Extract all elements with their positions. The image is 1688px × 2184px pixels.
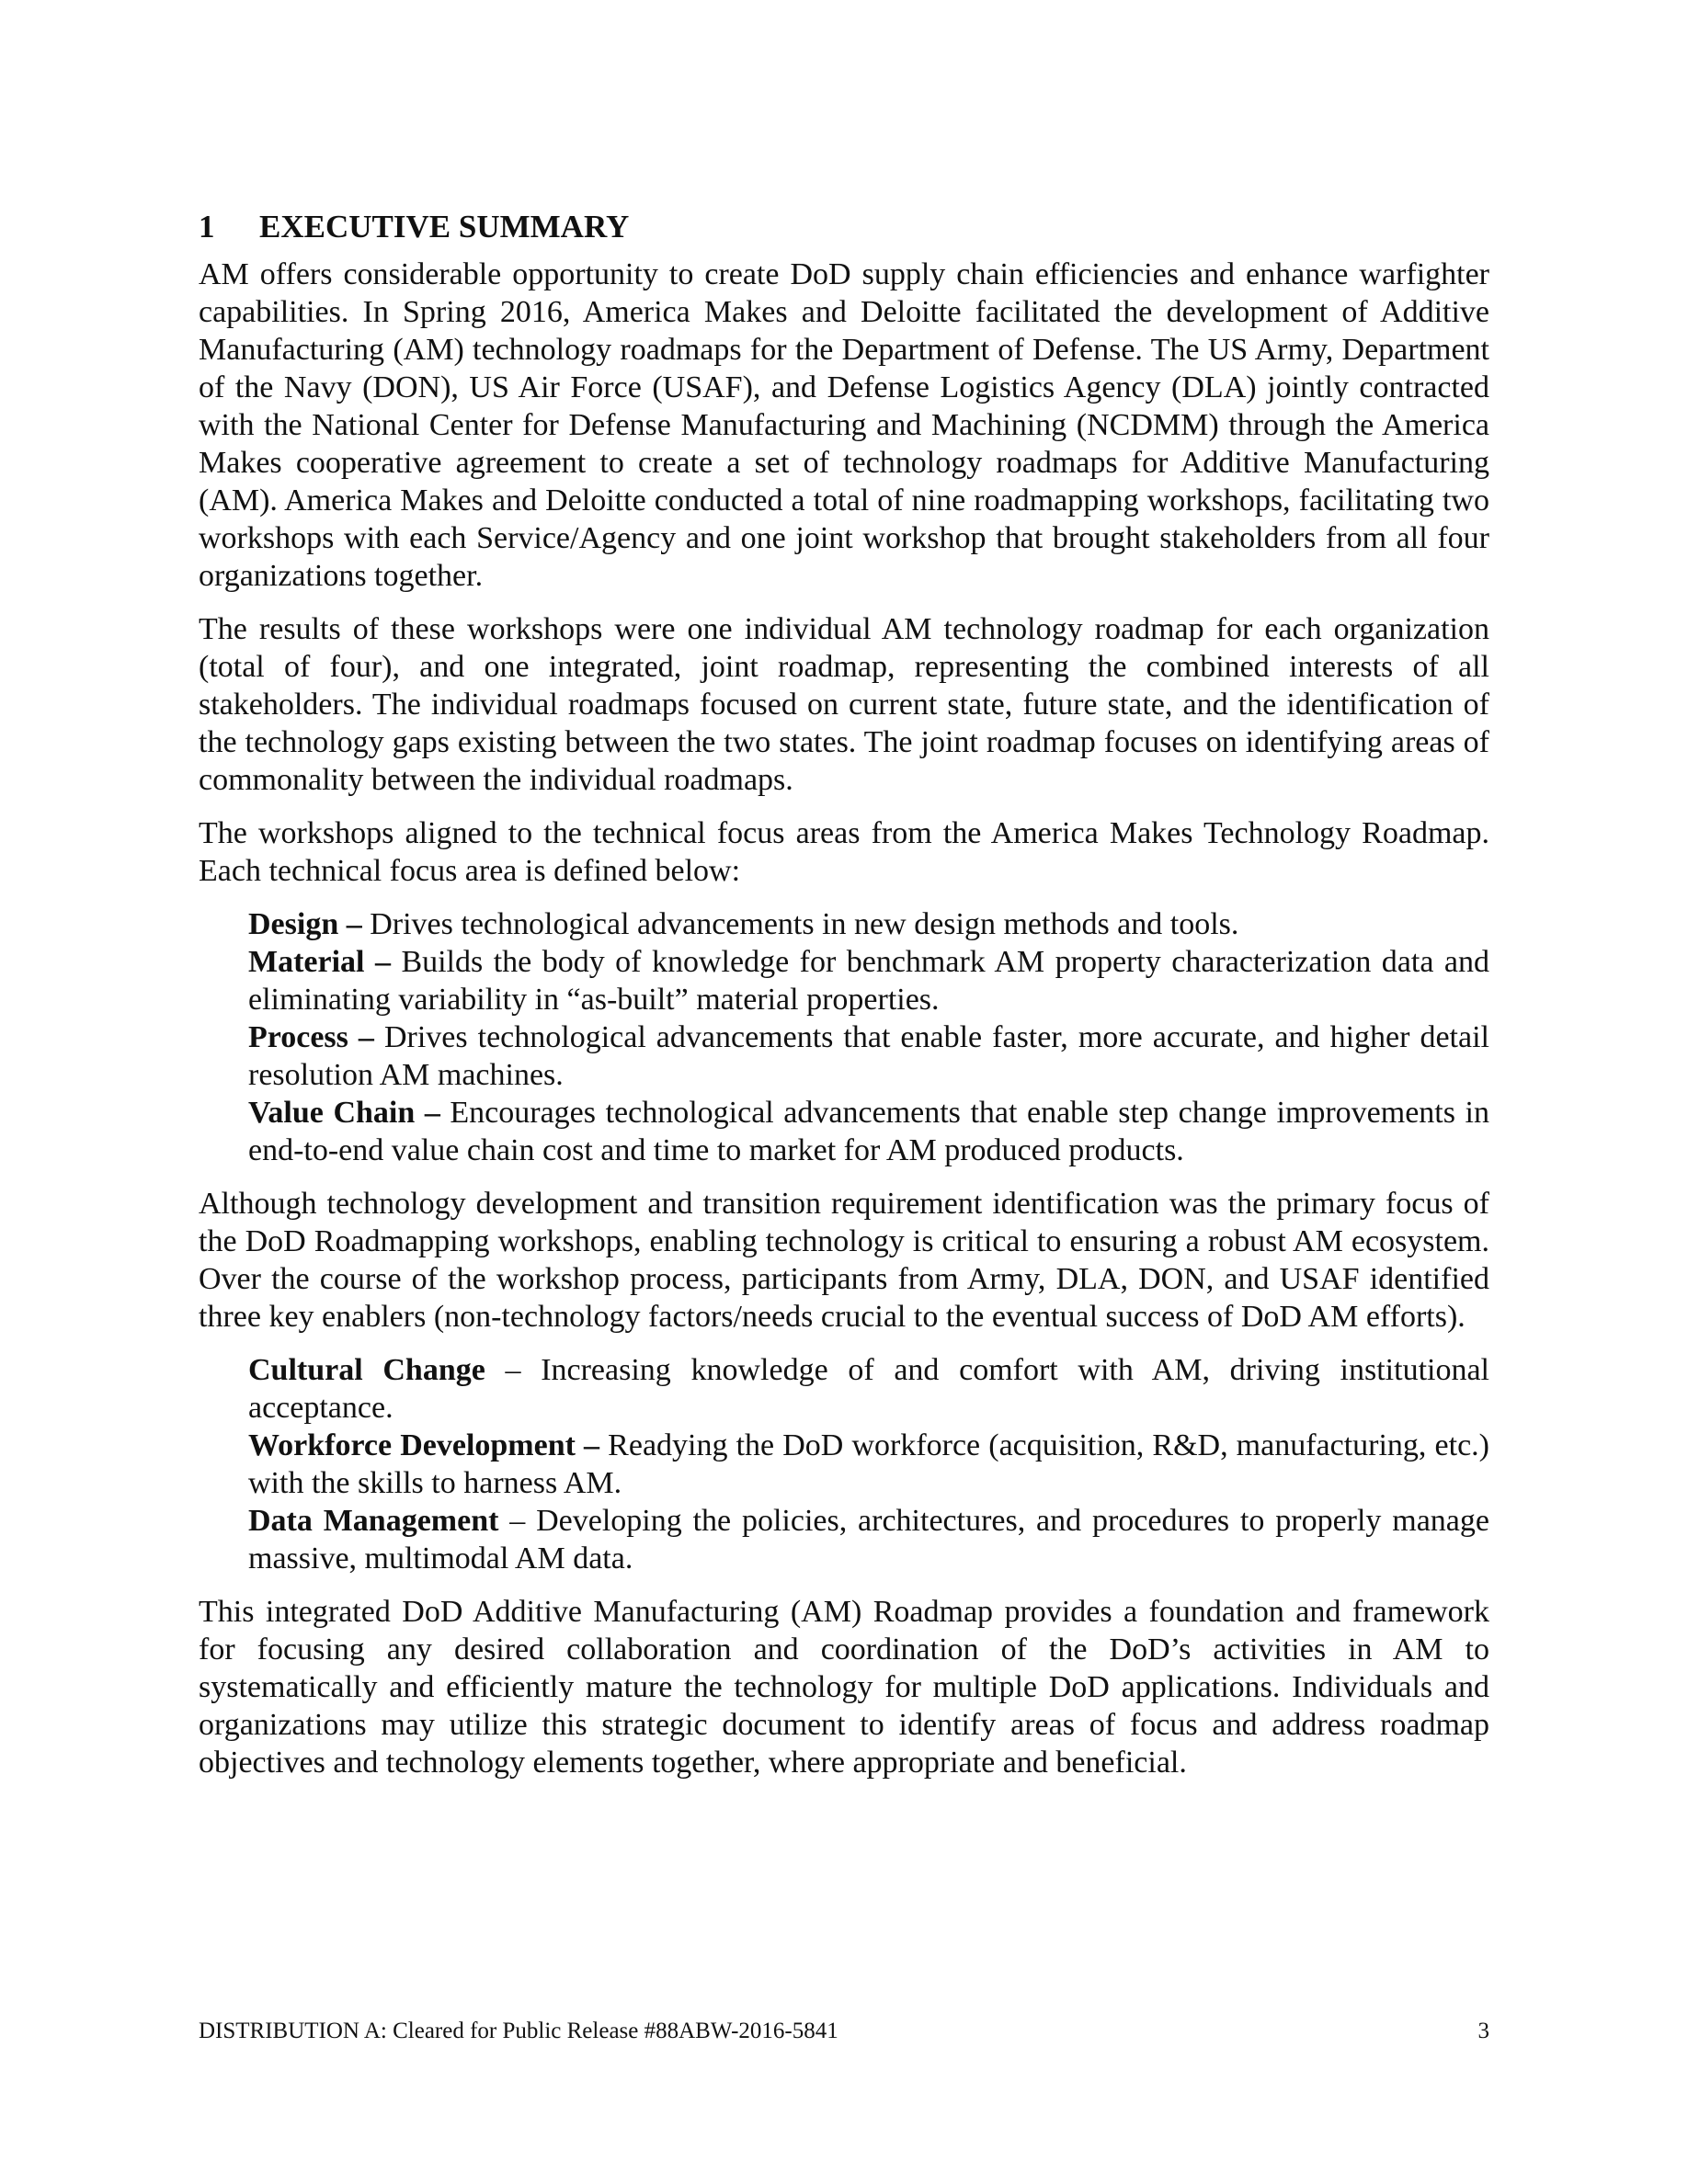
page-footer (199, 2018, 1489, 2045)
focus-area-term: Process – (248, 1020, 374, 1054)
page-content (199, 204, 1489, 1797)
section-number: 1 (199, 209, 215, 245)
focus-area-term: Design – (248, 907, 362, 941)
enabler-definition: – Developing the policies, architectures, and procedures to properly manage massive, multimodal AM data. (248, 1504, 1489, 1575)
paragraph-results: The results of these workshops were one individual AM technology roadmap for each organization (total of four), and one integrated, joint roadmap, representing the combined interests of all stakeholders. The individual roadmaps focused on current state, future state, and the identification of the technology gaps existing between the two states. The joint roadmap focuses on identifying areas of commonality between the individual roadmaps. (199, 612, 1489, 797)
page-number: 3 (1477, 2019, 1489, 2043)
paragraph-conclusion: This integrated DoD Additive Manufacturing (AM) Roadmap provides a foundation and framework for focusing any desired collaboration and coordination of the DoD’s activities in AM to systematically and efficiently mature the technology for multiple DoD applications. Individuals and organizations may utilize this strategic document to identify areas of focus and address roadmap objectives and technology elements together, where appropriate and beneficial. (199, 1595, 1489, 1780)
enabler-data-management (248, 1502, 1489, 1577)
enabler-definition: – Increasing knowledge of and comfort with AM, driving institutional acceptance. (248, 1353, 1489, 1425)
focus-area-definition: Builds the body of knowledge for benchmark AM property characterization data and eliminating variability in “as-built” material properties. (248, 945, 1489, 1017)
focus-area-definition: Encourages technological advancements that enable step change improvements in end-to-end value chain cost and time to market for AM produced products. (248, 1096, 1490, 1167)
paragraph-enablers-intro: Although technology development and transition requirement identification was the primary focus of the DoD Roadmapping workshops, enabling technology is critical to ensuring a robust AM ecosystem. Over the course of the workshop process, participants from Army, DLA, DON, and USAF identified three key enablers (non-technology factors/needs crucial to the eventual success of DoD AM efforts). (199, 1187, 1489, 1334)
section-title: EXECUTIVE SUMMARY (259, 209, 630, 245)
focus-area-definition: Drives technological advancements that enable faster, more accurate, and higher detail resolution AM machines. (248, 1020, 1489, 1092)
enabler-definition: Readying the DoD workforce (acquisition, R&D, manufacturing, etc.) with the skills to harness AM. (248, 1428, 1489, 1500)
enabler-cultural-change (248, 1351, 1489, 1427)
focus-area-value-chain (248, 1094, 1489, 1169)
paragraph-focus-areas-intro: The workshops aligned to the technical focus areas from the America Makes Technology Roadmap. Each technical focus area is defined below: (199, 816, 1489, 888)
section-heading (199, 204, 1489, 250)
distribution-statement: DISTRIBUTION A: Cleared for Public Release #88ABW-2016-5841 (199, 2019, 838, 2043)
focus-area-design (248, 905, 1489, 943)
paragraph-intro: AM offers considerable opportunity to create DoD supply chain efficiencies and enhance warfighter capabilities. In Spring 2016, America Makes and Deloitte facilitated the development of Additive Manufacturing (AM) technology roadmaps for the Department of Defense. The US Army, Department of the Navy (DON), US Air Force (USAF), and Defense Logistics Agency (DLA) jointly contracted with the National Center for Defense Manufacturing and Machining (NCDMM) through the America Makes cooperative agreement to create a set of technology roadmaps for Additive Manufacturing (AM). America Makes and Deloitte conducted a total of nine roadmapping workshops, facilitating two workshops with each Service/Agency and one joint workshop that brought stakeholders from all four organizations together. (199, 257, 1489, 593)
enabler-term: Data Management (248, 1504, 499, 1538)
focus-area-material (248, 943, 1489, 1018)
focus-area-term: Value Chain – (248, 1096, 440, 1130)
enabler-term: Workforce Development – (248, 1428, 600, 1462)
enabler-workforce-development (248, 1427, 1489, 1502)
focus-area-list (248, 905, 1489, 1169)
enabler-list (248, 1351, 1489, 1577)
focus-area-term: Material – (248, 945, 391, 979)
enabler-term: Cultural Change (248, 1353, 485, 1387)
focus-area-definition: Drives technological advancements in new design methods and tools. (361, 907, 1239, 941)
focus-area-process (248, 1018, 1489, 1094)
